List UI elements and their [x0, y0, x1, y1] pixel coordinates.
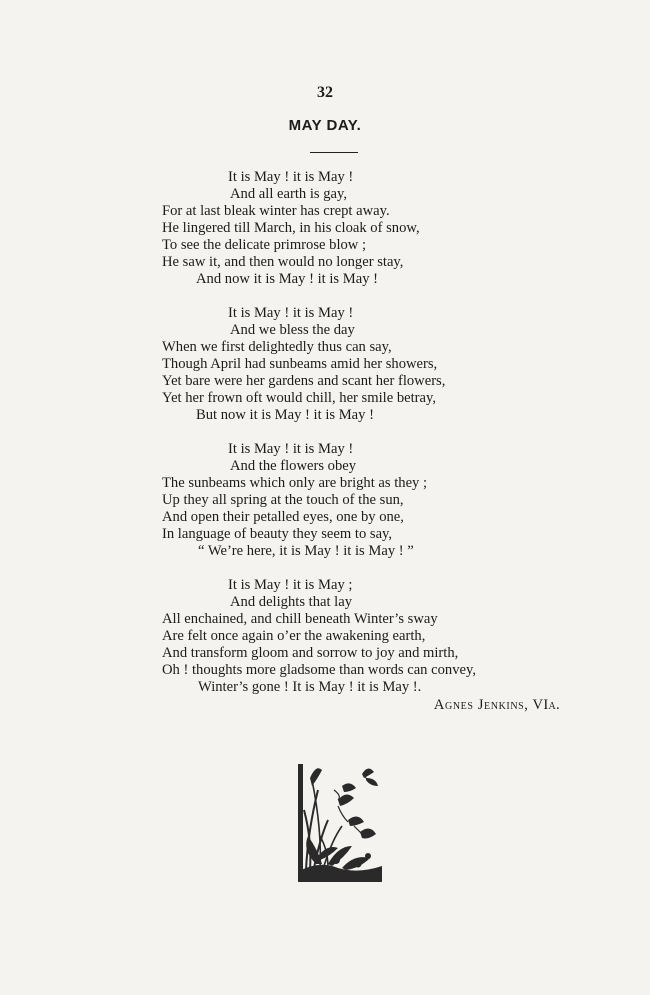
- poem-line: And open their petalled eyes, one by one,: [162, 509, 404, 525]
- poem-line: When we first delightedly thus can say,: [162, 339, 392, 355]
- poem-line: And transform gloom and sorrow to joy and mirth,: [162, 645, 459, 661]
- title-rule: [310, 152, 358, 153]
- poem-line: It is May ! it is May !: [228, 441, 354, 457]
- poem-line: In language of beauty they seem to say,: [162, 526, 393, 542]
- poem-line: Though April had sunbeams amid her showers,: [162, 356, 438, 372]
- poem-title: MAY DAY.: [288, 117, 362, 134]
- poem-line: But now it is May ! it is May !: [196, 407, 374, 423]
- page-number: 32: [317, 84, 333, 101]
- poem-line: And delights that lay: [230, 594, 353, 610]
- poem-line: And all earth is gay,: [230, 186, 347, 202]
- poem-line: And the flowers obey: [230, 458, 357, 474]
- poem-line: And we bless the day: [230, 322, 355, 338]
- poem-line: “ We’re here, it is May ! it is May ! ”: [198, 543, 414, 559]
- stanza-1: [162, 169, 582, 288]
- poem-line: To see the delicate primrose blow ;: [162, 237, 367, 253]
- author-name: Agnes Jenkins,: [433, 697, 529, 713]
- poem-line: Winter’s gone ! It is May ! it is May !.: [198, 679, 422, 695]
- poem-line: For at last bleak winter has crept away.: [162, 203, 390, 219]
- stanza-2: [162, 305, 582, 424]
- poem-line: It is May ! it is May !: [228, 305, 354, 321]
- author-signature: [0, 697, 560, 714]
- poem: [162, 169, 582, 713]
- floral-vignette-icon: [298, 760, 382, 882]
- poem-line: Yet her frown oft would chill, her smile betray,: [162, 390, 436, 406]
- poem-line: Up they all spring at the touch of the sun,: [162, 492, 404, 508]
- poem-line: It is May ! it is May ;: [228, 577, 353, 593]
- author-form: VIa.: [532, 697, 560, 713]
- poem-line: He lingered till March, in his cloak of snow,: [162, 220, 420, 236]
- poem-line: All enchained, and chill beneath Winter’s sway: [162, 611, 438, 627]
- stanza-4: [162, 577, 582, 696]
- poem-line: It is May ! it is May !: [228, 169, 354, 185]
- poem-line: Oh ! thoughts more gladsome than words can convey,: [162, 662, 476, 678]
- stanza-3: [162, 441, 582, 560]
- poem-line: And now it is May ! it is May !: [196, 271, 379, 287]
- poem-line: The sunbeams which only are bright as they ;: [162, 475, 428, 491]
- poem-line: Are felt once again o’er the awakening earth,: [162, 628, 426, 644]
- poem-line: He saw it, and then would no longer stay,: [162, 254, 404, 270]
- poem-line: Yet bare were her gardens and scant her flowers,: [162, 373, 446, 389]
